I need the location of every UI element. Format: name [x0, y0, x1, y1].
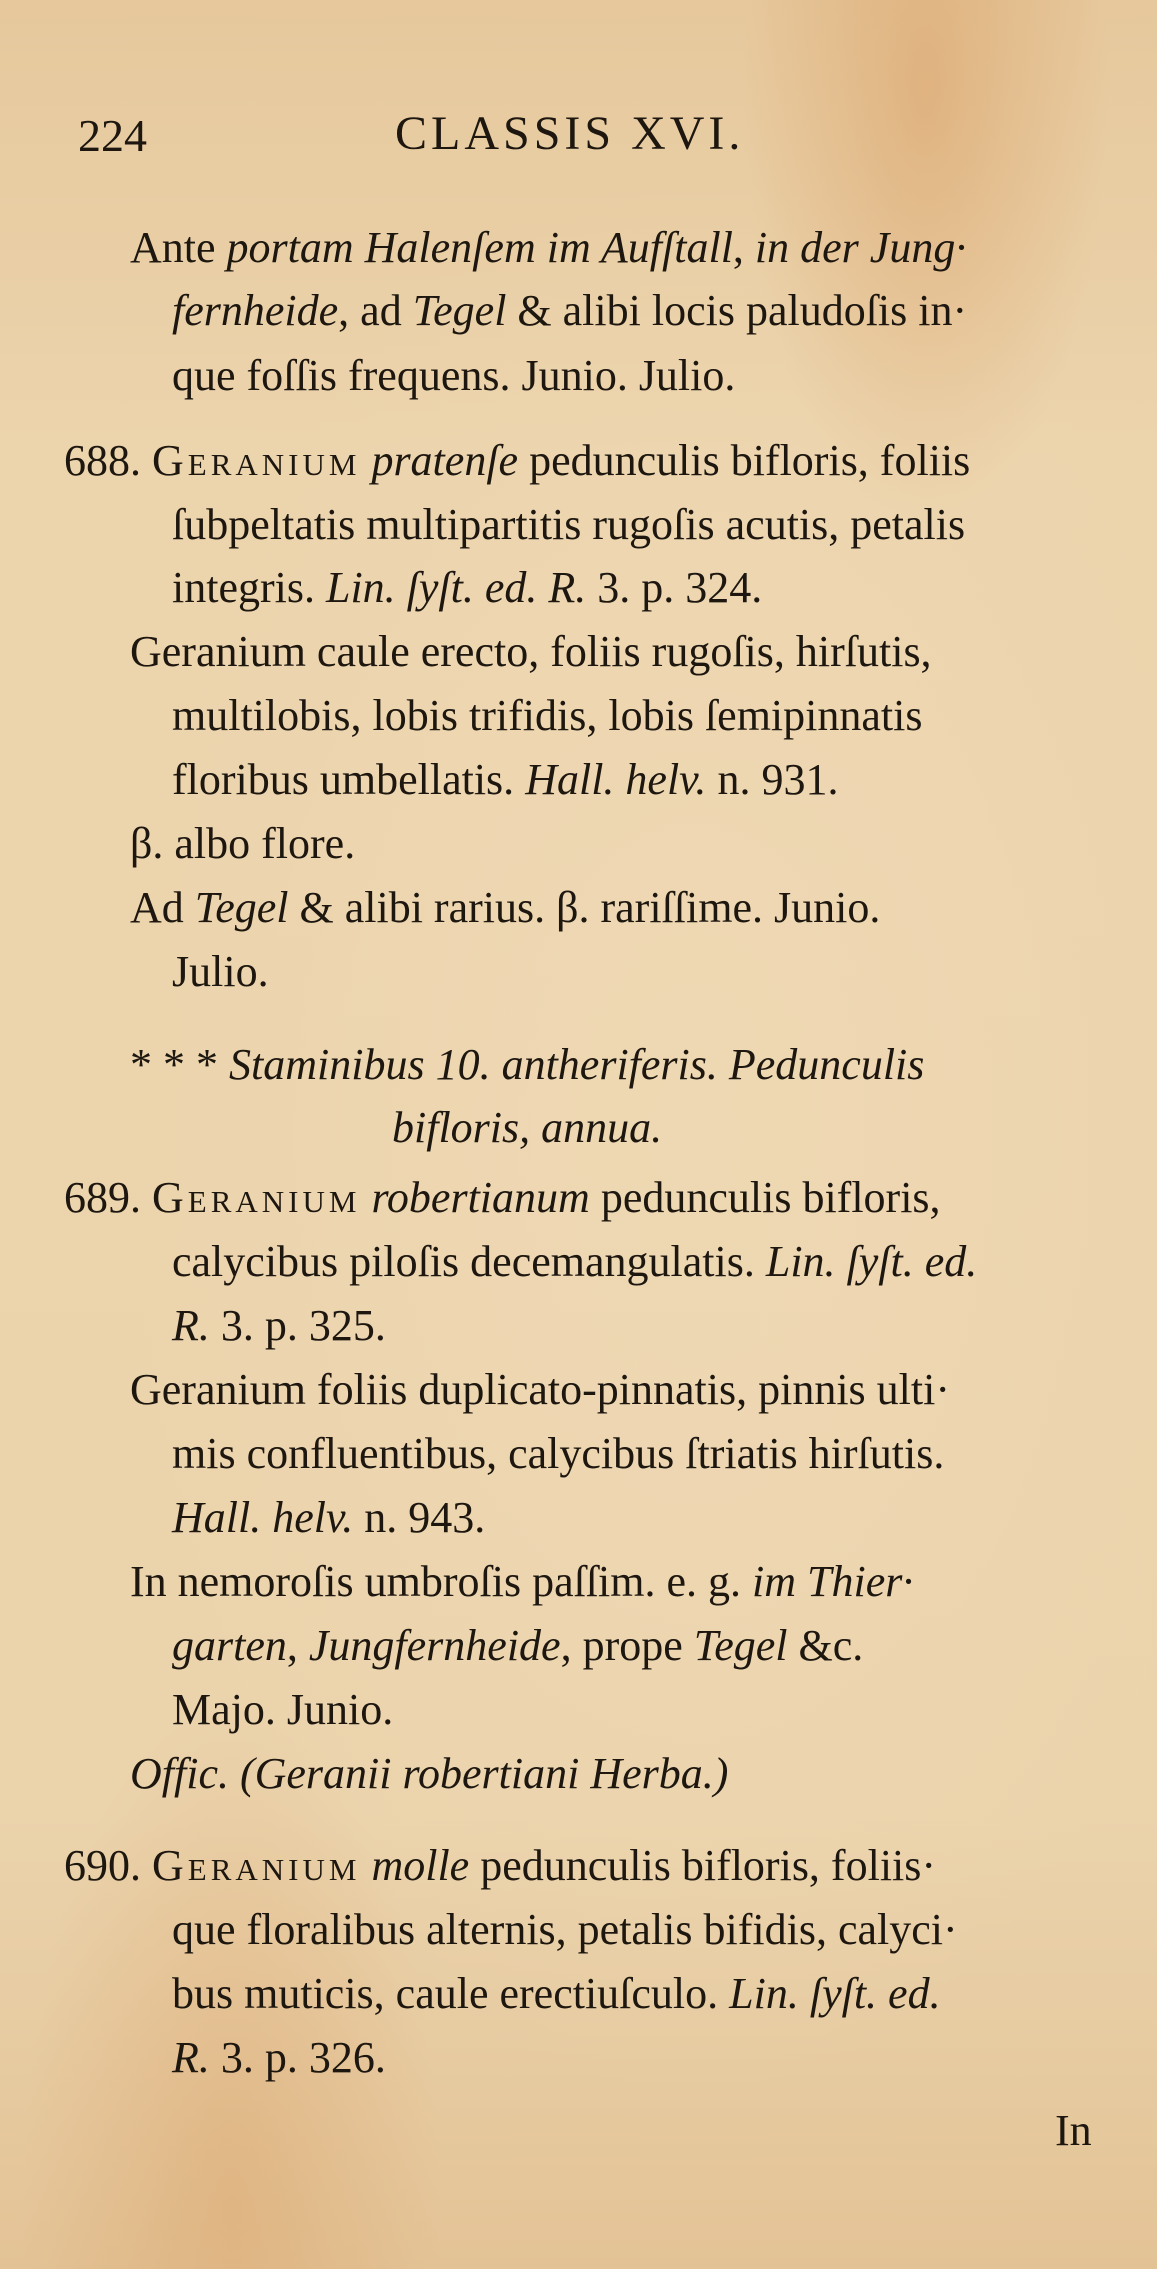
text-line [172, 348, 735, 404]
text-line [172, 752, 838, 808]
italic-text: robertianum [371, 1173, 590, 1222]
text-line [172, 1618, 863, 1674]
italic-text: bifloris, annua. [392, 1103, 663, 1152]
roman-text: 3. p. 324. [586, 563, 763, 612]
roman-text: que floralibus alternis, petalis bifidis, calyci· [172, 1905, 958, 1954]
genus-name: Geranium [152, 436, 361, 485]
text-line [130, 816, 355, 872]
roman-text [360, 1173, 371, 1222]
roman-text: integris. [172, 563, 326, 612]
text-line [172, 1426, 944, 1482]
roman-text: que foſſis frequens. Junio. Julio. [172, 351, 736, 400]
italic-text: fernheide [172, 286, 339, 335]
roman-text: , ad [338, 286, 413, 335]
roman-text: pedunculis bifloris, foliis· [469, 1841, 937, 1890]
roman-text: 690. [64, 1841, 152, 1890]
roman-text: In nemoroſis umbroſis paſſim. e. g. [130, 1557, 753, 1606]
roman-text: Geranium foliis duplicato-pinnatis, pinnis ulti· [130, 1365, 950, 1414]
italic-text: R. [172, 2033, 210, 2082]
roman-text: multilobis, lobis trifidis, lobis ſemipinnatis [172, 691, 923, 740]
italic-text: molle [371, 1841, 470, 1890]
italic-text: garten [172, 1621, 287, 1670]
text-line [130, 1746, 728, 1802]
text-line [130, 1037, 924, 1093]
roman-text: bus muticis, caule erectiuſculo. [172, 1969, 730, 2018]
roman-text: Julio. [172, 947, 269, 996]
roman-text: , [732, 223, 755, 272]
italic-text: Hall. helv. [172, 1493, 354, 1542]
italic-text: R. [172, 1301, 210, 1350]
text-line [64, 433, 970, 489]
running-title: CLASSIS XVI. [395, 107, 745, 160]
italic-text: Tegel [194, 883, 289, 932]
roman-text: mis confluentibus, calycibus ſtriatis hirſutis. [172, 1429, 945, 1478]
italic-text: Lin. ſyſt. ed. [729, 1969, 941, 2018]
text-line [172, 1234, 977, 1290]
roman-text: 689. [64, 1173, 152, 1222]
roman-text [360, 436, 371, 485]
roman-text: Geranium caule erecto, foliis rugoſis, hirſutis, [130, 627, 932, 676]
text-line [172, 1682, 393, 1738]
text-line [172, 2030, 386, 2086]
genus-name: Geranium [152, 1841, 361, 1890]
roman-text: Ad [130, 883, 195, 932]
italic-text: pratenſe [371, 436, 519, 485]
text-line [172, 1490, 485, 1546]
text-line [172, 944, 269, 1000]
text-line [130, 1554, 913, 1610]
text-line [130, 624, 932, 680]
text-line [130, 880, 880, 936]
roman-text: calycibus piloſis decemangulatis. [172, 1237, 766, 1286]
roman-text: 688. [64, 436, 152, 485]
italic-text: Lin. ſyſt. ed. [765, 1237, 978, 1286]
text-line [172, 1902, 958, 1958]
roman-text: , [286, 1621, 309, 1670]
text-line [64, 1838, 936, 1894]
catchword: In [1055, 2106, 1092, 2155]
roman-text: 3. p. 325. [209, 1301, 386, 1350]
text-line [172, 560, 762, 616]
text-line [172, 497, 965, 553]
roman-text: Majo. Junio. [172, 1685, 394, 1734]
text-line [172, 283, 967, 339]
text-line [172, 1966, 941, 2022]
roman-text: floribus umbellatis. [172, 755, 526, 804]
italic-text: Hall. helv. [525, 755, 707, 804]
genus-name: Geranium [152, 1173, 361, 1222]
italic-text: im Thier· [752, 1557, 914, 1606]
roman-text: n. 931. [706, 755, 839, 804]
italic-text: Staminibus 10. antheriferis. Pedunculis [229, 1040, 925, 1089]
roman-text [360, 1841, 371, 1890]
roman-text: * * * [130, 1040, 229, 1089]
roman-text: Ante [130, 223, 227, 272]
roman-text: β. albo flore. [130, 819, 356, 868]
roman-text: & alibi rarius. β. rariſſime. Junio. [288, 883, 881, 932]
text-line [130, 220, 966, 276]
roman-text: ſubpeltatis multipartitis rugoſis acutis, petalis [172, 500, 966, 549]
roman-text: pedunculis bifloris, foliis [518, 436, 971, 485]
text-line [172, 1298, 386, 1354]
roman-text: &c. [787, 1621, 864, 1670]
roman-text: & alibi locis paludoſis in· [506, 286, 968, 335]
italic-text: portam Halenſem im Aufſtall [226, 223, 733, 272]
page-number: 224 [78, 110, 147, 161]
roman-text: pedunculis bifloris, [589, 1173, 941, 1222]
italic-text: Tegel [693, 1621, 788, 1670]
italic-text: Offic. (Geranii robertiani Herba.) [130, 1749, 729, 1798]
text-line [130, 1362, 950, 1418]
italic-text: Jungfernheide [308, 1621, 561, 1670]
italic-text: in der Jung· [754, 223, 967, 272]
italic-text: Tegel [412, 286, 507, 335]
roman-text: n. 943. [353, 1493, 486, 1542]
roman-text: , prope [560, 1621, 694, 1670]
text-line [392, 1100, 662, 1156]
roman-text: 3. p. 326. [209, 2033, 386, 2082]
text-line [64, 1170, 941, 1226]
text-line [172, 688, 922, 744]
italic-text: Lin. ſyſt. ed. R. [325, 563, 587, 612]
